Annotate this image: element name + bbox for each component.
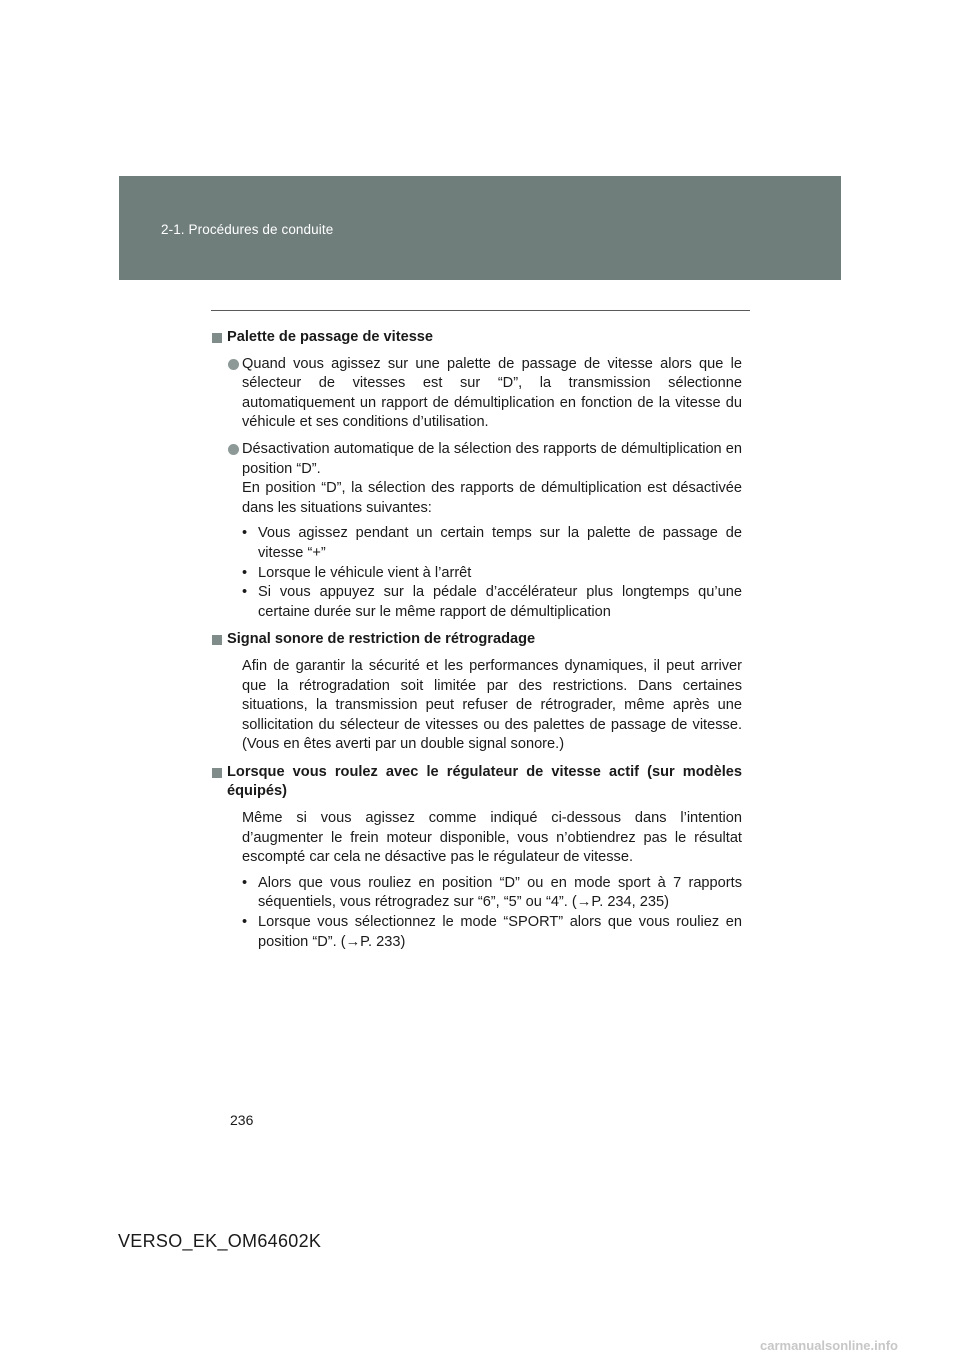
paragraph: Même si vous agissez comme indiqué ci-dessous dans l’intention d’augmenter le frein moteur disponible, vous n’obtiendrez pas le résultat escompté car cela ne désactive pas le régulateur de vitesse. xyxy=(242,810,742,866)
list-item: • Alors que vous rouliez en position “D” ou en mode sport à 7 rapports séquentiels, vous rétrogradez sur “6”, “5” ou “4”. (→P. 234, 235) xyxy=(242,874,742,911)
section-title: 2-1. Procédures de conduite xyxy=(161,222,334,237)
bullet-list xyxy=(242,524,742,622)
section-signal xyxy=(212,630,742,755)
section-heading: Palette de passage de vitesse xyxy=(212,328,742,348)
square-bullet-icon xyxy=(212,333,222,343)
document-code: VERSO_EK_OM64602K xyxy=(118,1231,322,1251)
top-rule xyxy=(211,310,750,311)
section-cruise xyxy=(212,763,742,952)
section-paddle xyxy=(212,328,742,622)
circle-list-item xyxy=(228,355,742,433)
item-text: Quand vous agissez sur une palette de passage de vitesse alors que le sélecteur de vitesses est sur “D”, la transmission sélectionne automatiquement un rapport de démultiplication en fonction de la vitesse du véhicule et ses conditions d’utilisation. xyxy=(242,355,742,431)
square-bullet-icon xyxy=(212,768,222,778)
section-heading: Signal sonore de restriction de rétrogradage xyxy=(212,630,742,650)
list-item: • Si vous appuyez sur la pédale d’accélérateur plus longtemps qu’une certaine durée sur le même rapport de démultiplication xyxy=(242,584,742,620)
paragraph: Afin de garantir la sécurité et les performances dynamiques, il peut arriver que la rétrogradation soit limitée par des restrictions. Dans certaines situations, la transmission peut refuser de rétrograder, même après une sollicitation du sélecteur de vitesses ou des palettes de passage de vitesse. (Vous en êtes averti par un double signal sonore.) xyxy=(242,657,742,753)
square-bullet-icon xyxy=(212,635,222,645)
item-text: En position “D”, la sélection des rapports de démultiplication est désactivée dans les situations suivantes: xyxy=(242,480,742,516)
page-number: 236 xyxy=(230,1112,254,1128)
list-item: • Vous agissez pendant un certain temps sur la palette de passage de vitesse “+” xyxy=(242,525,742,561)
circle-bullet-icon xyxy=(228,444,239,455)
item-text: Désactivation automatique de la sélection des rapports de démultiplication en position “D”. xyxy=(242,440,742,477)
circle-list-item xyxy=(228,440,742,518)
circle-bullet-icon xyxy=(228,359,239,370)
header-band xyxy=(119,176,841,280)
bullet-list xyxy=(242,874,742,952)
page-content xyxy=(212,328,742,952)
list-item: • Lorsque vous sélectionnez le mode “SPORT” alors que vous rouliez en position “D”. (→P. 233) xyxy=(242,914,742,950)
watermark-link[interactable]: carmanualsonline.info xyxy=(760,1338,898,1353)
list-item: • Lorsque le véhicule vient à l’arrêt xyxy=(242,564,472,581)
section-heading: Lorsque vous roulez avec le régulateur de vitesse actif (sur modèles équipés) xyxy=(212,763,742,802)
